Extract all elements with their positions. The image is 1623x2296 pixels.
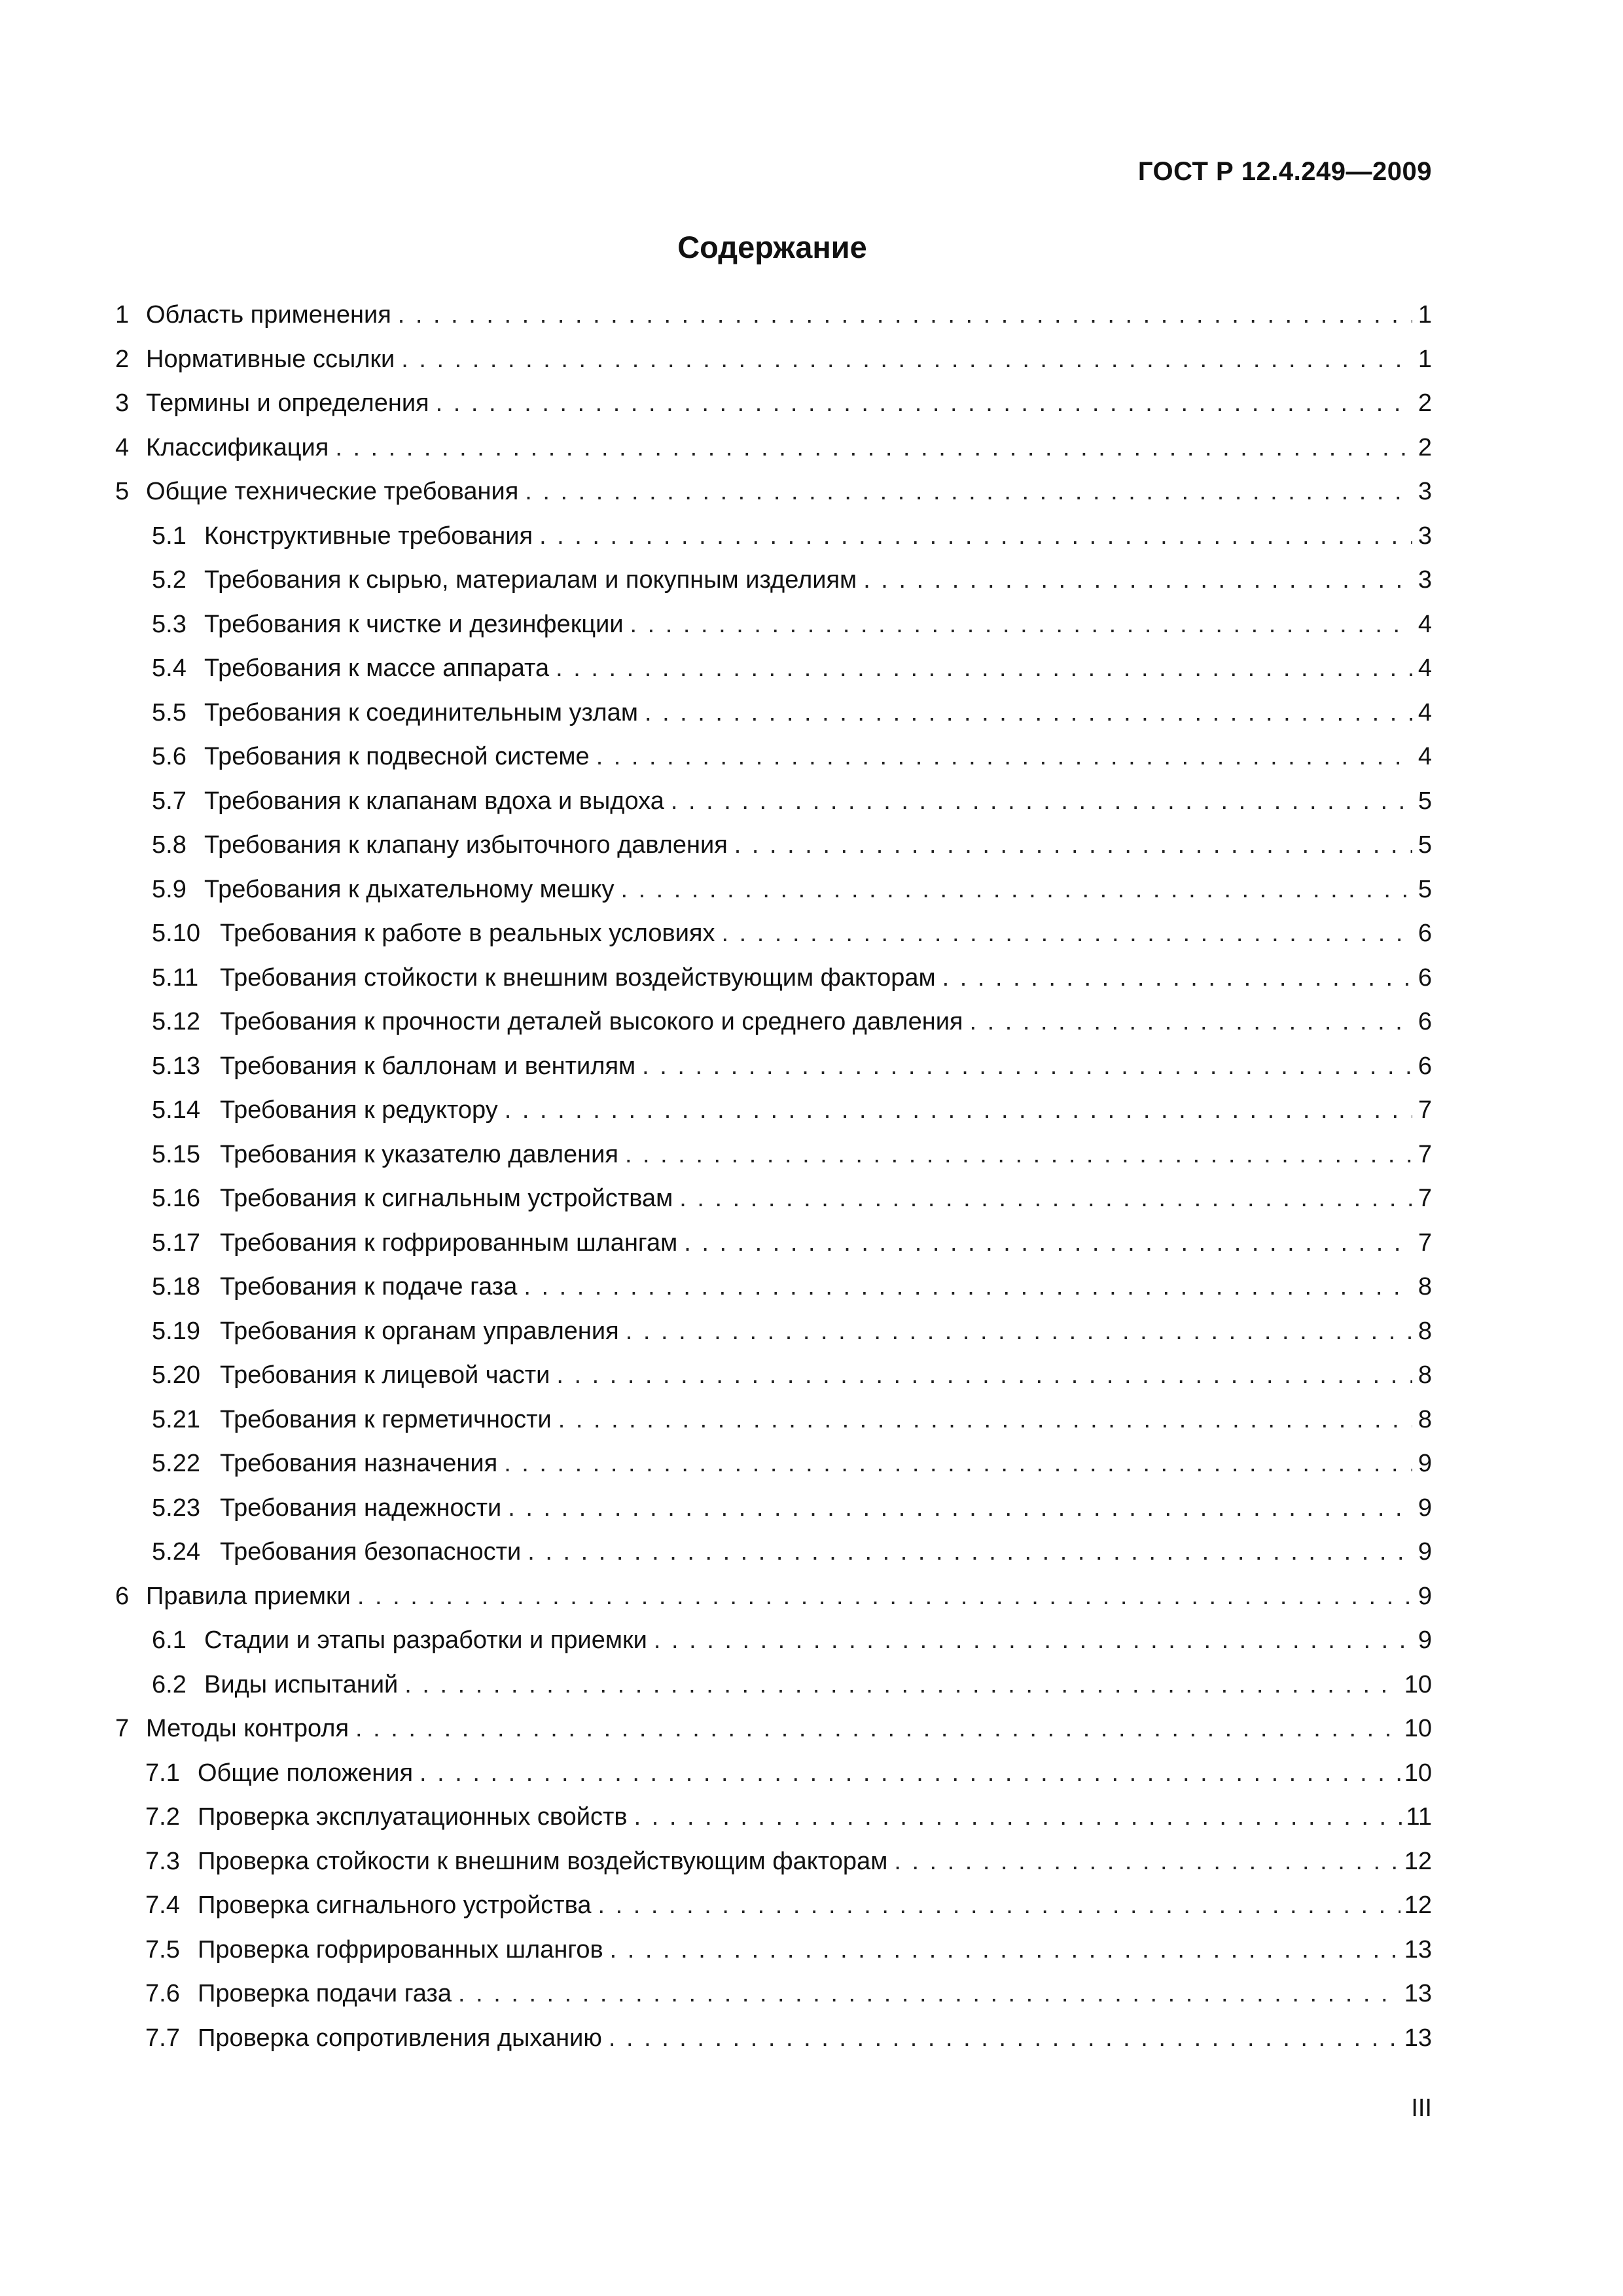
toc-dot-leader (357, 1575, 1412, 1619)
toc-entry-page: 2 (1418, 433, 1432, 461)
toc-entry-page: 8 (1418, 1361, 1432, 1389)
toc-entry-page: 5 (1418, 875, 1432, 903)
toc-entry-page: 4 (1418, 743, 1432, 770)
toc-entry-title: Требования к подаче газа (220, 1273, 518, 1300)
toc-dot-leader (525, 470, 1412, 514)
toc-entry-number: 5.9 (152, 875, 187, 903)
toc-entry-page: 10 (1404, 1715, 1432, 1742)
toc-entry-page: 5 (1418, 831, 1432, 859)
toc-entry-title: Требования назначения (220, 1450, 498, 1477)
toc-dot-leader (970, 1000, 1412, 1045)
toc-entry[interactable] (115, 956, 1432, 1001)
toc-entry-title: Требования надежности (220, 1494, 502, 1522)
toc-entry-title: Требования к массе аппарата (204, 655, 550, 682)
toc-entry-page: 10 (1404, 1670, 1432, 1698)
toc-entry-title: Требования к лицевой части (220, 1361, 550, 1389)
toc-entry-number: 6 (115, 1582, 130, 1610)
toc-entry[interactable] (115, 1000, 1432, 1045)
toc-entry-number: 5.13 (152, 1052, 200, 1080)
toc-entry[interactable] (115, 558, 1432, 603)
toc-entry[interactable] (115, 1840, 1432, 1884)
toc-entry-number: 5.11 (152, 963, 199, 992)
toc-entry-number: 5.4 (152, 655, 187, 682)
toc-entry[interactable] (115, 868, 1432, 912)
toc-entry-number: 5.7 (152, 787, 187, 815)
toc-entry-number: 5.14 (152, 1096, 200, 1124)
toc-entry-number: 7.6 (145, 1980, 180, 2007)
toc-entry-page: 9 (1418, 1626, 1432, 1654)
toc-dot-leader (436, 382, 1412, 426)
toc-dot-leader (734, 823, 1412, 868)
toc-entry[interactable] (115, 1707, 1432, 1751)
toc-entry-title: Нормативные ссылки (146, 345, 395, 373)
toc-entry-number: 5.3 (152, 610, 187, 638)
toc-entry-page: 8 (1418, 1317, 1432, 1345)
toc-entry-title: Проверка подачи газа (198, 1980, 452, 2007)
toc-dot-leader (355, 1707, 1400, 1751)
toc-dot-leader (558, 1398, 1412, 1443)
toc-dot-leader (654, 1619, 1412, 1663)
toc-entry-page: 7 (1418, 1185, 1432, 1212)
toc-entry[interactable] (115, 1530, 1432, 1575)
toc-dot-leader (630, 603, 1412, 647)
toc-entry[interactable] (115, 338, 1432, 382)
toc-entry[interactable] (115, 1088, 1432, 1133)
toc-dot-leader (458, 1972, 1400, 2017)
toc-entry-page: 7 (1418, 1229, 1432, 1257)
toc-entry[interactable] (115, 647, 1432, 691)
toc-entry-title: Проверка стойкости к внешним воздействующим факторам (198, 1847, 888, 1875)
toc-entry-title: Требования безопасности (220, 1538, 522, 1566)
toc-entry[interactable] (115, 823, 1432, 868)
toc-entry-page: 9 (1418, 1538, 1432, 1566)
toc-entry-number: 4 (115, 433, 130, 461)
toc-entry[interactable] (115, 1398, 1432, 1443)
toc-entry-title: Требования к редуктору (220, 1096, 498, 1124)
toc-entry[interactable] (115, 1751, 1432, 1796)
toc-dot-leader (625, 1133, 1412, 1177)
toc-dot-leader (527, 1530, 1412, 1575)
toc-entry-page: 13 (1404, 2024, 1432, 2052)
toc-entry-number: 5.20 (152, 1361, 200, 1389)
toc-entry-page: 4 (1418, 698, 1432, 726)
toc-entry-title: Требования к чистке и дезинфекции (204, 610, 624, 638)
toc-entry-number: 5.21 (152, 1405, 200, 1433)
toc-entry-title: Требования к герметичности (220, 1405, 552, 1433)
toc-entry[interactable] (115, 293, 1432, 338)
toc-dot-leader (679, 1177, 1412, 1221)
toc-entry-page: 9 (1418, 1582, 1432, 1610)
page-number: III (1411, 2094, 1432, 2122)
toc-entry-title: Стадии и этапы разработки и приемки (204, 1626, 647, 1654)
toc-entry-page: 8 (1418, 1405, 1432, 1433)
toc-entry[interactable] (115, 1354, 1432, 1398)
toc-entry-page: 12 (1404, 1892, 1432, 1919)
toc-dot-leader (556, 647, 1412, 691)
toc-entry-number: 5.16 (152, 1185, 200, 1212)
toc-entry-number: 6.2 (152, 1670, 187, 1698)
toc-entry[interactable] (115, 603, 1432, 647)
toc-entry-title: Проверка эксплуатационных свойств (198, 1803, 628, 1831)
toc-entry-page: 5 (1418, 787, 1432, 815)
toc-entry-title: Виды испытаний (204, 1670, 399, 1698)
toc-entry[interactable] (115, 735, 1432, 780)
toc-entry-page: 12 (1404, 1847, 1432, 1875)
toc-entry-page: 7 (1418, 1140, 1432, 1168)
toc-entry-number: 3 (115, 389, 130, 417)
toc-entry-page: 4 (1418, 655, 1432, 682)
toc-dot-leader (419, 1751, 1400, 1796)
toc-entry-page: 6 (1418, 963, 1432, 992)
toc-entry-page: 13 (1404, 1980, 1432, 2007)
toc-entry-number: 7.4 (145, 1892, 180, 1919)
toc-entry[interactable] (115, 691, 1432, 736)
toc-entry-page: 8 (1418, 1273, 1432, 1300)
toc-entry-number: 5.10 (152, 920, 200, 947)
toc-entry-title: Требования к подвесной системе (204, 743, 590, 770)
toc-dot-leader (524, 1265, 1412, 1310)
toc-entry-page: 3 (1418, 478, 1432, 505)
toc-entry-title: Проверка гофрированных шлангов (198, 1935, 603, 1964)
toc-dot-leader (401, 338, 1412, 382)
toc-entry[interactable] (115, 1663, 1432, 1708)
toc-dot-leader (722, 912, 1412, 956)
toc-entry-page: 6 (1418, 1008, 1432, 1035)
toc-entry[interactable] (115, 2017, 1432, 2061)
toc-entry-number: 5.15 (152, 1140, 200, 1168)
toc-entry-page: 9 (1418, 1450, 1432, 1477)
toc-dot-leader (942, 956, 1412, 1001)
toc-entry-title: Требования к органам управления (220, 1317, 619, 1345)
toc-entry-number: 5 (115, 478, 130, 505)
toc-entry-page: 3 (1418, 566, 1432, 594)
toc-dot-leader (398, 293, 1412, 338)
toc-entry[interactable] (115, 1486, 1432, 1531)
toc-entry[interactable] (115, 426, 1432, 471)
toc-entry-title: Проверка сопротивления дыханию (198, 2024, 602, 2052)
toc-dot-leader (609, 2017, 1400, 2061)
document-code: ГОСТ Р 12.4.249—2009 (1137, 157, 1432, 186)
toc-entry-number: 7.7 (145, 2024, 180, 2052)
toc-dot-leader (596, 735, 1412, 780)
toc-dot-leader (610, 1928, 1400, 1973)
toc-entry-number: 7.2 (145, 1803, 180, 1831)
toc-entry-title: Требования к прочности деталей высокого и среднего давления (220, 1008, 963, 1035)
toc-entry-title: Термины и определения (146, 389, 429, 417)
toc-entry-page: 11 (1406, 1803, 1432, 1831)
toc-entry[interactable] (115, 912, 1432, 956)
toc-entry-title: Требования к работе в реальных условиях (220, 920, 715, 947)
toc-entry-number: 7.5 (145, 1935, 180, 1964)
toc-entry-number: 5.23 (152, 1494, 200, 1522)
toc-entry-title: Требования к гофрированным шлангам (220, 1229, 678, 1257)
toc-entry-number: 5.19 (152, 1317, 200, 1345)
toc-entry-number: 7 (115, 1715, 130, 1742)
toc-entry[interactable] (115, 1265, 1432, 1310)
toc-entry[interactable] (115, 1133, 1432, 1177)
toc-entry-title: Общие технические требования (146, 478, 519, 505)
toc-entry-number: 6.1 (152, 1626, 187, 1654)
toc-entry-number: 5.8 (152, 831, 187, 859)
toc-entry-page: 6 (1418, 1052, 1432, 1080)
toc-entry-number: 5.12 (152, 1008, 200, 1035)
toc-entry[interactable] (115, 1221, 1432, 1266)
toc-entry-title: Требования к клапанам вдоха и выдоха (204, 787, 664, 815)
toc-entry[interactable] (115, 1619, 1432, 1663)
table-of-contents (115, 293, 1432, 2060)
toc-entry-number: 5.22 (152, 1450, 200, 1477)
toc-entry-title: Требования к соединительным узлам (204, 698, 638, 726)
toc-title: Содержание (677, 230, 867, 264)
toc-entry-page: 13 (1404, 1935, 1432, 1964)
toc-entry[interactable] (115, 382, 1432, 426)
toc-entry[interactable] (115, 1045, 1432, 1089)
toc-dot-leader (505, 1088, 1412, 1133)
toc-dot-leader (863, 558, 1412, 603)
toc-entry-title: Требования к сигнальным устройствам (220, 1185, 673, 1212)
toc-dot-leader (504, 1442, 1412, 1486)
toc-entry[interactable] (115, 1442, 1432, 1486)
toc-entry[interactable] (115, 1884, 1432, 1928)
toc-entry-number: 7.3 (145, 1847, 180, 1875)
toc-entry[interactable] (115, 780, 1432, 824)
toc-entry-title: Требования к указателю давления (220, 1140, 618, 1168)
toc-entry-number: 5.18 (152, 1273, 200, 1300)
toc-dot-leader (645, 691, 1412, 736)
toc-entry-page: 4 (1418, 610, 1432, 638)
toc-entry-title: Методы контроля (146, 1715, 349, 1742)
toc-dot-leader (539, 514, 1412, 559)
toc-entry-title: Область применения (146, 301, 391, 329)
toc-dot-leader (404, 1663, 1400, 1708)
toc-entry-number: 5.1 (152, 522, 187, 550)
toc-entry-number: 5.17 (152, 1229, 200, 1257)
toc-entry-number: 5.5 (152, 698, 187, 726)
toc-entry-page: 10 (1404, 1759, 1432, 1787)
toc-dot-leader (556, 1354, 1412, 1398)
toc-entry-number: 2 (115, 345, 130, 373)
toc-entry-title: Общие положения (198, 1759, 414, 1787)
toc-entry-page: 1 (1418, 345, 1432, 373)
toc-entry[interactable] (115, 1177, 1432, 1221)
toc-entry[interactable] (115, 514, 1432, 559)
toc-entry-page: 2 (1418, 389, 1432, 417)
toc-dot-leader (598, 1884, 1400, 1928)
toc-entry-title: Конструктивные требования (204, 522, 533, 550)
toc-entry-title: Классификация (146, 433, 329, 461)
toc-dot-leader (684, 1221, 1412, 1266)
toc-dot-leader (335, 426, 1412, 471)
toc-dot-leader (642, 1045, 1412, 1089)
toc-dot-leader (620, 868, 1412, 912)
toc-entry-title: Требования к клапану избыточного давления (204, 831, 728, 859)
toc-entry[interactable] (115, 1310, 1432, 1354)
toc-entry-page: 7 (1418, 1096, 1432, 1124)
toc-dot-leader (626, 1310, 1412, 1354)
toc-entry[interactable] (115, 1928, 1432, 1973)
toc-entry-title: Требования к баллонам и вентилям (220, 1052, 636, 1080)
toc-entry-page: 6 (1418, 920, 1432, 947)
toc-dot-leader (671, 780, 1412, 824)
toc-entry-title: Требования к сырью, материалам и покупным изделиям (204, 566, 857, 594)
toc-entry[interactable] (115, 1795, 1432, 1840)
toc-entry-number: 7.1 (145, 1759, 180, 1787)
toc-entry-page: 9 (1418, 1494, 1432, 1522)
toc-dot-leader (634, 1795, 1402, 1840)
toc-entry-title: Требования к дыхательному мешку (204, 875, 615, 903)
toc-entry-number: 1 (115, 301, 130, 329)
toc-entry-title: Требования стойкости к внешним воздействующим факторам (220, 963, 936, 992)
toc-entry-title: Правила приемки (146, 1582, 351, 1610)
toc-entry-number: 5.6 (152, 743, 187, 770)
toc-entry[interactable] (115, 1972, 1432, 2017)
toc-entry-page: 1 (1418, 301, 1432, 329)
toc-dot-leader (894, 1840, 1400, 1884)
toc-dot-leader (508, 1486, 1412, 1531)
toc-entry-number: 5.2 (152, 566, 187, 594)
toc-entry-page: 3 (1418, 522, 1432, 550)
toc-entry-title: Проверка сигнального устройства (198, 1892, 592, 1919)
toc-entry[interactable] (115, 470, 1432, 514)
toc-entry[interactable] (115, 1575, 1432, 1619)
toc-entry-number: 5.24 (152, 1538, 200, 1566)
